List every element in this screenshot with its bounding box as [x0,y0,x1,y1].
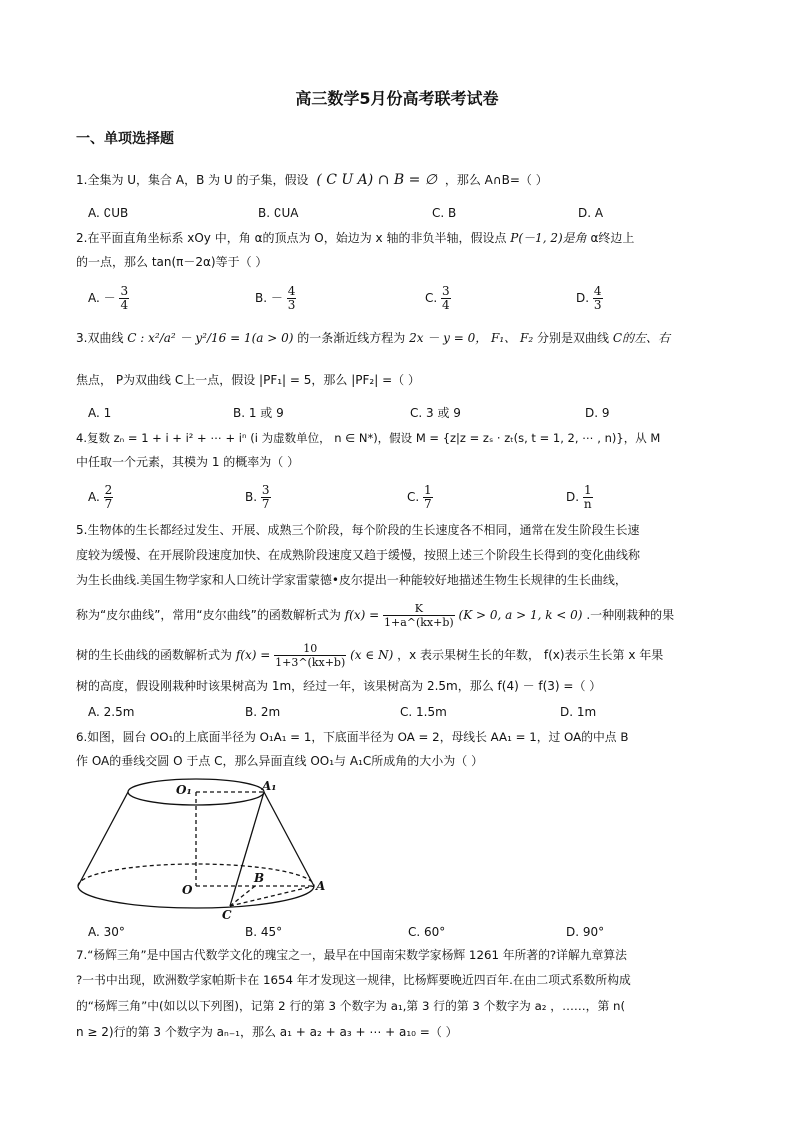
q1-option-c: C. B [432,206,457,220]
q2-option-c: C. $\frac{3}{4}$ [425,284,450,312]
question-5-line-1: 5.生物体的生长都经过发生、开展、成熟三个阶段，每个阶段的生长速度各不相同，通常在发生阶段生长速 [76,523,640,537]
question-6-line-1: 6.如图，圆台 OO₁的上底面半径为 O₁A₁ = 1，下底面半径为 OA = 2，母线长 AA₁ = 1，过 OA的中点 B [76,730,629,744]
fraction: $\frac{4}{3}$ [593,284,602,312]
q6-option-c: C. 60° [408,925,446,939]
q6-option-d: D. 90° [566,925,605,939]
q6-option-a: A. 30° [88,925,125,939]
question-7-line-2: ?一书中出现，欧洲数学家帕斯卡在 1654 年才发现这一规律，比杨辉要晚近四百年.在由二项式系数所构成 [76,973,631,987]
right-generatrix [264,792,314,886]
fraction: $\frac{4}{3}$ [287,284,296,312]
question-6-line-2: 作 OA的垂线交圆 O 于点 C，那么异面直线 OO₁与 A₁C所成角的大小为（ ） [76,754,484,768]
fraction: $\frac{3}{7}$ [261,483,270,511]
q5-option-c: C. 1.5m [400,705,447,719]
segment-a1c [230,792,264,906]
set-expression: ( C U A) ∩ B = ∅ [316,172,437,188]
fraction: $\frac{1}{7}$ [424,483,432,511]
frustum-figure [76,776,336,922]
question-5-line-4: 称为“皮尔曲线”，常用“皮尔曲线”的函数解析式为 f(x) = $\frac{K}{1+a\^{}(kx+b)}$ (K > 0, a > 1, k < 0) .一种刚栽种的果 [76,602,675,629]
question-5-line-2: 度较为缓慢、在开展阶段速度加快、在成熟阶段速度又趋于缓慢，按照上述三个阶段生长得到的变化曲线称 [76,548,641,562]
q3-option-a: A. 1 [88,406,112,420]
question-4-line-1: 4.复数 zₙ = 1 + i + i² + ⋯ + iⁿ (i 为虚数单位， n ∈ N*)，假设 M = {z|z = zₛ · zₜ(s, t = 1, 2, ⋯ , n)}，从 M [76,431,661,445]
q5-option-d: D. 1m [560,705,597,719]
question-2-line-2: 的一点，那么 tan(π－2α)等于（ ） [76,255,268,269]
question-7-line-3: 的“杨辉三角”中(如以以下列图)，记第 2 行的第 3 个数字为 a₁,第 3 行的第 3 个数字为 a₂ ，……，第 n( [76,999,626,1013]
label-a: A [316,879,326,893]
question-5-line-6: 树的高度，假设刚栽种时该果树高为 1m，经过一年，该果树高为 2.5m，那么 f(4) － f(3) =（ ） [76,679,602,693]
label-c: C [222,908,232,922]
q3-option-b: B. 1 或 9 [233,406,284,420]
q3-option-c: C. 3 或 9 [410,406,461,420]
q4-option-c: C. $\frac{1}{7}$ [407,483,432,511]
q5-option-a: A. 2.5m [88,705,135,719]
question-1-stem: 1.全集为 U，集合 A，B 为 U 的子集，假设 ( C U A) ∩ B = ∅ ，那么 A∩B=（ ） [76,172,548,188]
fraction: $\frac{3}{4}$ [120,284,129,312]
growth-fraction: $\frac{10}{1+3\^{}(kx+b)}$ [275,642,346,669]
fraction: $\frac{1}{n}$ [583,483,592,511]
q2-option-d: D. $\frac{4}{3}$ [576,284,602,312]
q3-option-d: D. 9 [585,406,610,420]
question-4-line-2: 中任取一个元素，其模为 1 的概率为（ ） [76,455,300,469]
label-o1: O₁ [176,783,192,797]
question-5-line-3: 为生长曲线.美国生物学家和人口统计学家雷蒙德•皮尔提出一种能较好地描述生物生长规律的生长曲线， [76,573,627,587]
pearl-curve-fraction: $\frac{K}{1+a\^{}(kx+b)}$ [383,602,454,629]
label-a1: A₁ [262,779,277,793]
question-7-line-1: 7.“杨辉三角”是中国古代数学文化的瑰宝之一，最早在中国南宋数学家杨辉 1261 年所著的?详解九章算法 [76,948,627,962]
segment-bc [230,886,255,906]
q2-option-b: B. － $\frac{4}{3}$ [255,284,296,312]
label-o: O [182,883,193,897]
page-title: 高三数学5月份高考联考试卷 [295,89,499,108]
q6-option-b: B. 45° [245,925,283,939]
bottom-base-front-arc [78,886,314,908]
bottom-base-back-arc [78,864,314,886]
fraction: $\frac{2}{7}$ [104,483,113,511]
label-b: B [254,871,265,885]
q4-option-d: D. $\frac{1}{n}$ [566,483,592,511]
q4-option-b: B. $\frac{3}{7}$ [245,483,270,511]
section-heading: 一、单项选择题 [76,131,174,147]
q2-option-a: A. － $\frac{3}{4}$ [88,284,129,312]
question-2-line-1: 2.在平面直角坐标系 xOy 中，角 α的顶点为 O，始边为 x 轴的非负半轴，假设点 P(－1, 2)是角 α终边上 [76,231,635,245]
question-5-line-5: 树的生长曲线的函数解析式为 f(x) = $\frac{10}{1+3\^{}(kx+b)}$ (x ∈ N) ，x 表示果树生长的年数， f(x)表示生长第 x 年果 [76,642,664,669]
fraction: $\frac{3}{4}$ [442,284,450,312]
q1-option-d: D. A [578,206,604,220]
question-3-line-1: 3.双曲线 C : x²/a² － y²/16 = 1(a > 0) 的一条渐近线方程为 2x － y = 0， F₁、 F₂ 分别是双曲线 C的左、右 [76,331,670,345]
q4-option-a: A. $\frac{2}{7}$ [88,483,113,511]
q1-option-a: A. ∁UB [88,206,129,220]
question-7-line-4: n ≥ 2)行的第 3 个数字为 aₙ₋₁，那么 a₁ + a₂ + a₃ + ⋯ + a₁₀ =（ ） [76,1025,458,1039]
question-3-line-2: 焦点， P为双曲线 C上一点，假设 |PF₁| = 5，那么 |PF₂| =（ ） [76,373,420,387]
q5-option-b: B. 2m [245,705,281,719]
q1-option-b: B. ∁UA [258,206,299,220]
